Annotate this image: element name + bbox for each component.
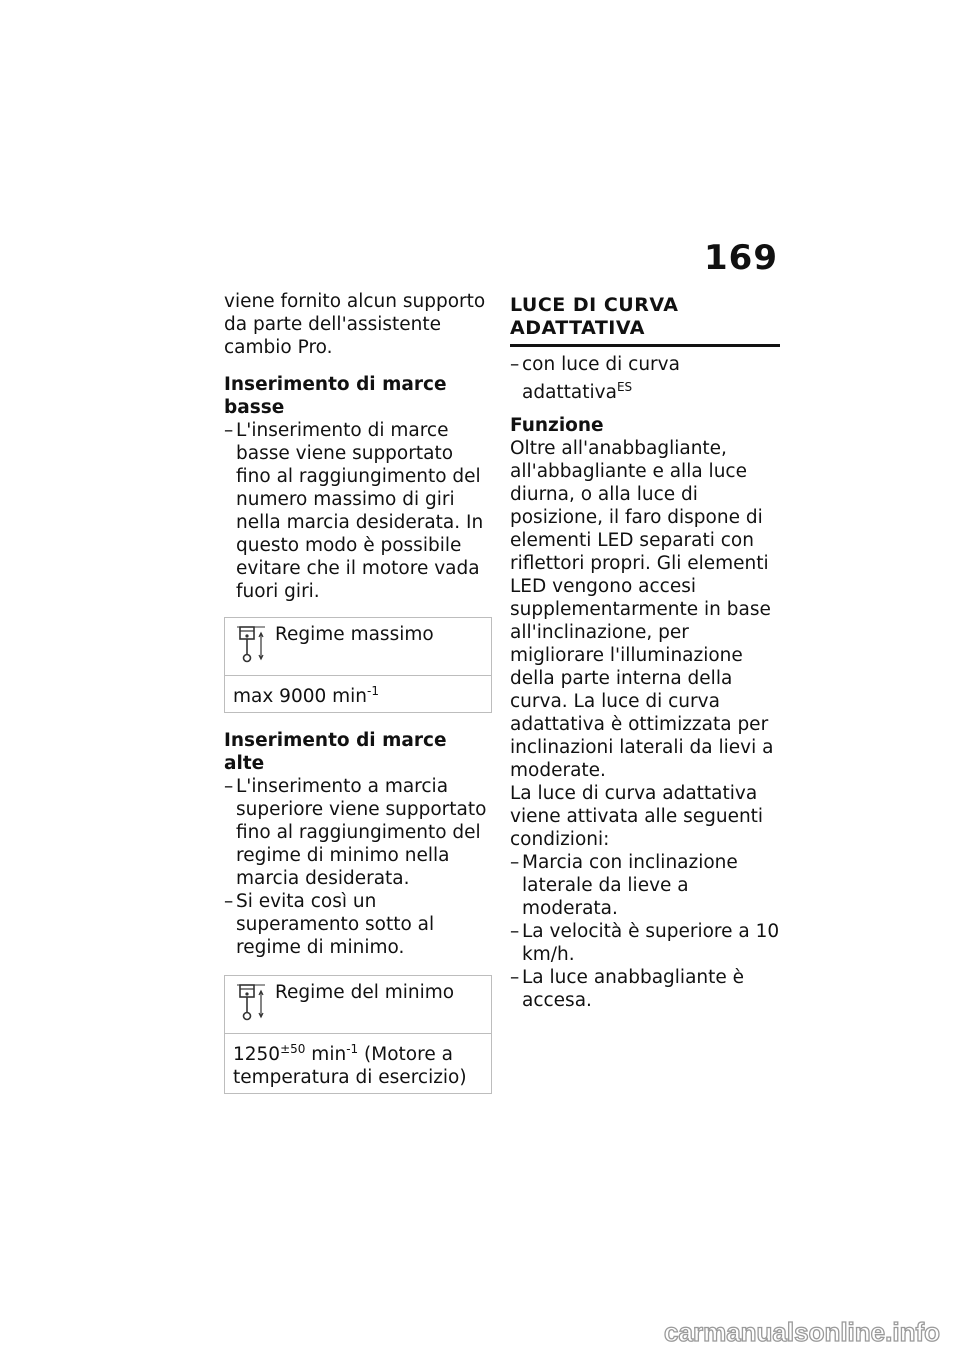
high-gear-heading: Inserimento di marce alte bbox=[224, 730, 447, 775]
activation-text: La luce di curva adattativa viene attivata alle seguenti condizioni: bbox=[510, 783, 764, 851]
high-gear-text-1: L'inserimento a marcia superiore viene supportato fino al raggiungimento del regime di minimo nella marcia desiderata. bbox=[236, 776, 487, 890]
function-heading: Funzione bbox=[510, 415, 604, 437]
condition-text: La velocità è superiore a 10 km/h. bbox=[522, 921, 780, 966]
low-gear-text: L'inserimento di marce basse viene supportato fino al raggiungimento del numero massimo di giri nella marcia desiderata. In questo modo è possibile evitare che il motore vada fuori giri. bbox=[236, 420, 484, 602]
section-title: LUCE DI CURVA ADATTATIVA bbox=[510, 294, 780, 347]
idle-rpm-value: 1250 bbox=[233, 1044, 281, 1066]
list-item: – L'inserimento di marce basse viene supportato fino al raggiungimento del numero massimo di giri nella marcia desiderata. In questo modo è possibile evitare che il motore vada fuori giri. bbox=[224, 419, 492, 603]
list-item: – La velocità è superiore a 10 km/h. bbox=[510, 921, 780, 966]
variant-item: – con luce di curva adattativa$^{ES}$ bbox=[510, 354, 680, 404]
variant-sup: ES bbox=[616, 380, 633, 394]
high-gear-text-2: Si evita così un superamento sotto al regime di minimo. bbox=[236, 891, 435, 959]
low-gear-heading: Inserimento di marce basse bbox=[224, 374, 447, 418]
idle-rpm-box bbox=[224, 975, 492, 1094]
page-number: 169 bbox=[704, 238, 778, 278]
engine-piston-icon bbox=[235, 623, 271, 665]
max-rpm-value: max 9000 min bbox=[233, 686, 368, 708]
condition-text: Marcia con inclinazione laterale da lieve a moderata. bbox=[522, 852, 738, 920]
idle-rpm-tolerance: ±50 bbox=[280, 1042, 306, 1057]
list-item: – L'inserimento a marcia superiore viene supportato fino al raggiungimento del regime di minimo nella marcia desiderata. bbox=[224, 775, 492, 890]
idle-rpm-label: Regime del minimo bbox=[275, 982, 455, 1004]
intro-paragraph: viene fornito alcun supporto da parte dell'assistente cambio Pro. bbox=[224, 291, 486, 358]
left-column bbox=[224, 290, 492, 1110]
idle-rpm-unit-sup: -1 bbox=[346, 1042, 359, 1057]
function-text: Oltre all'anabbagliante, all'abbagliante e alla luce diurna, o alla luce di posizione, il faro dispone di elementi LED separati con riflettori propri. Gli elementi LED vengono accesi supplementarmente in base all'inclinazione, per migliorare l'illuminazione della parte interna della curva. La luce di curva adattativa è ottimizzata per inclinazioni laterali da lievi a moderate. bbox=[510, 438, 774, 782]
right-column bbox=[510, 290, 780, 1012]
list-item: – La luce anabbagliante è accesa. bbox=[510, 966, 780, 1012]
variant-text: con luce di curva adattativa bbox=[522, 354, 680, 404]
list-item: – Si evita così un superamento sotto al regime di minimo. bbox=[224, 890, 492, 959]
idle-rpm-note: (Motore a temperatura di esercizio) bbox=[233, 1044, 467, 1089]
list-item: – Marcia con inclinazione laterale da lieve a moderata. bbox=[510, 851, 780, 920]
max-rpm-label: Regime massimo bbox=[275, 624, 434, 645]
max-rpm-box bbox=[224, 617, 492, 713]
engine-piston-icon bbox=[235, 981, 271, 1023]
condition-text: La luce anabbagliante è accesa. bbox=[522, 967, 745, 1012]
svg-text:carmanualsonline.info: carmanualsonline.info bbox=[664, 1317, 940, 1347]
idle-rpm-unit: min bbox=[305, 1044, 347, 1066]
max-rpm-sup: -1 bbox=[367, 684, 380, 698]
watermark-logo bbox=[644, 1314, 944, 1350]
